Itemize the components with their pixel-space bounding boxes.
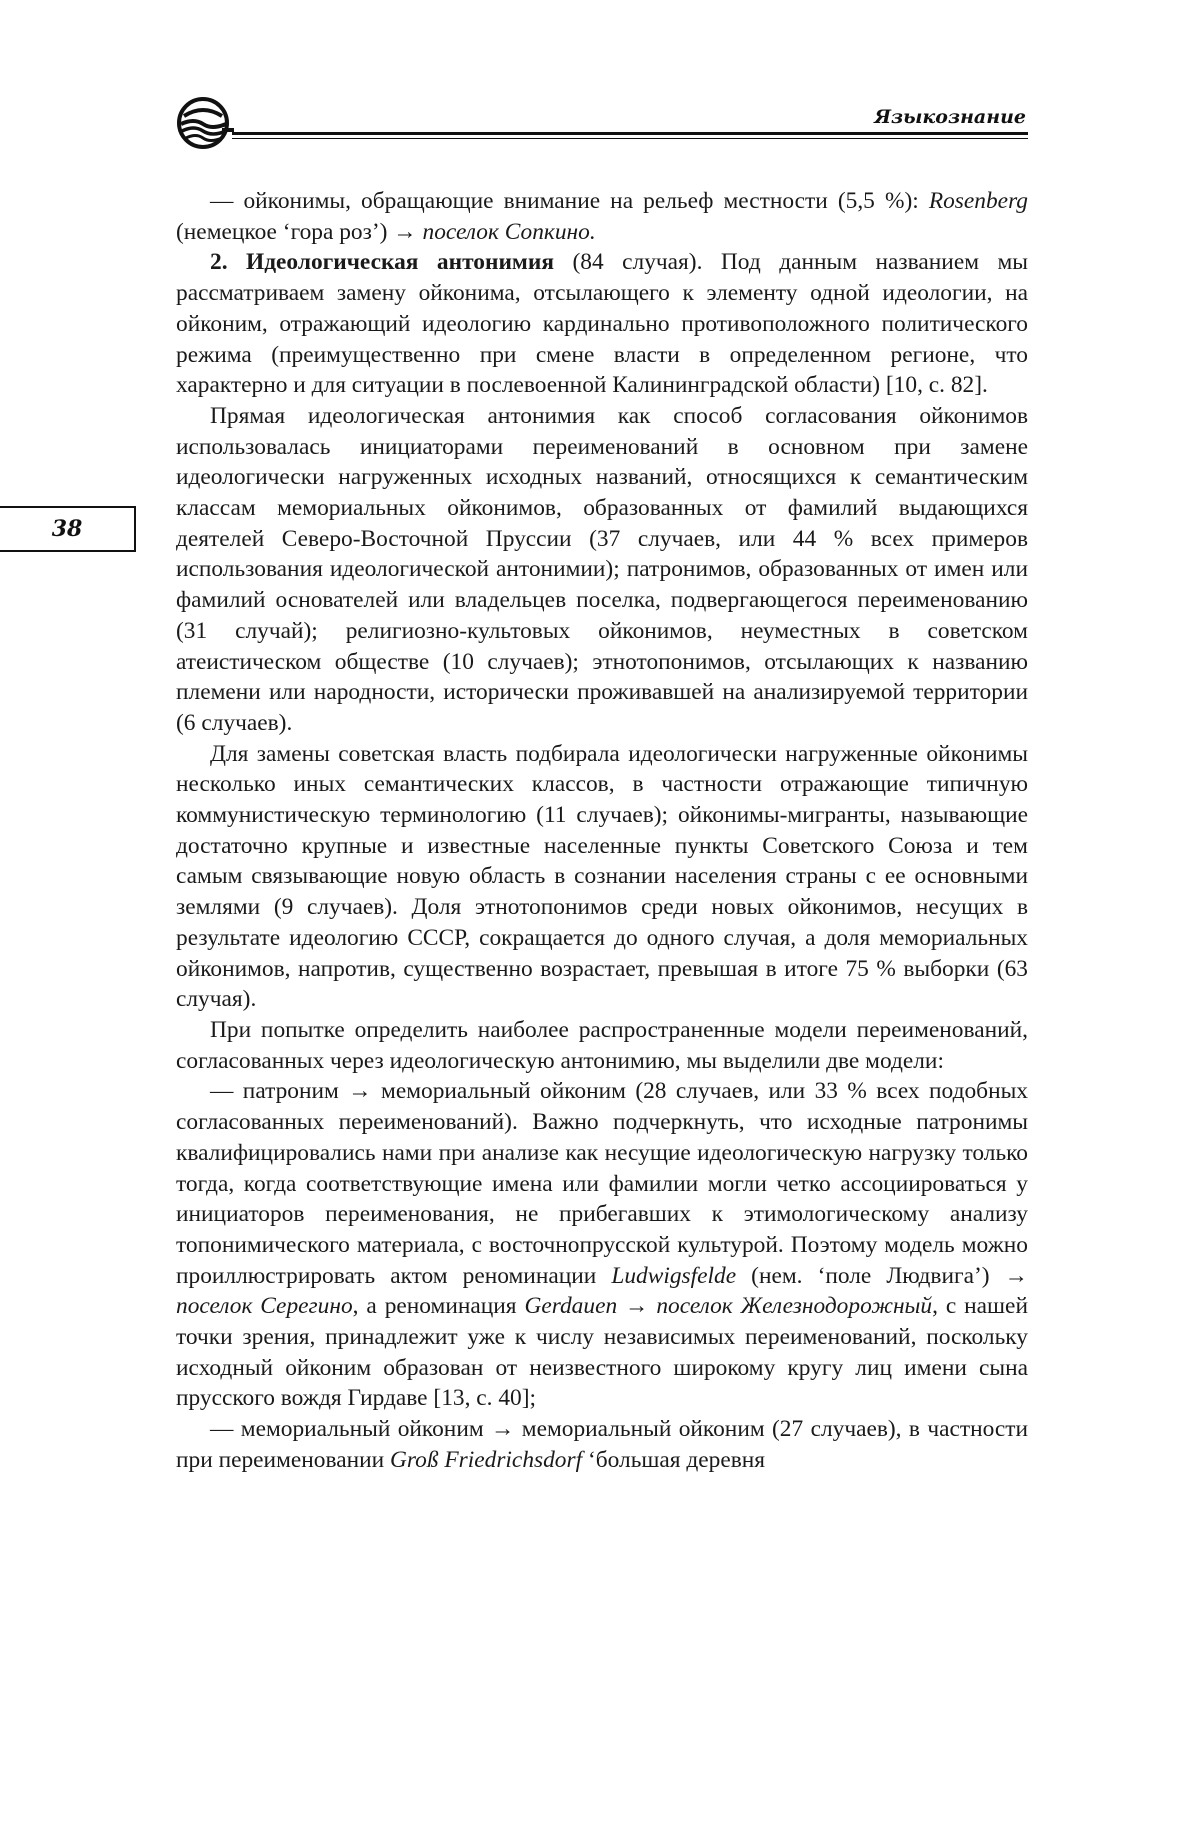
page-number-box: [0, 506, 136, 552]
page-header: [176, 96, 1028, 146]
text-run: При попытке определить наиболее распространенные модели переименований, согласованных через идеологическую антонимию, мы выделили две модели:: [176, 1016, 1028, 1074]
paragraph: [176, 401, 1028, 739]
paragraph: [176, 1414, 1028, 1475]
paragraph: [176, 739, 1028, 1015]
text-run: , а реноминация: [352, 1293, 525, 1320]
text-run: Прямая идеологическая антонимия как способ согласования ойконимов использовалась инициаторами переименований в основном при замене идеологически нагруженных исходных названий, относящихся к семантическим классам мемориальных ойконимов, образованных от фамилий выдающихся деятелей Северо-Восточной Пруссии (37 случаев, или 44 % всех примеров использования идеологической антонимии); патронимов, образованных от имен или фамилий основателей или владельцев поселка, подвергающегося переименованию (31 случай); религиозно-культовых ойконимов, неуместных в советском атеистическом обществе (10 случаев); этнотопонимов, отсылающих к названию племени или народности, исторически проживавшей на анализируемой территории (6 случаев).: [176, 402, 1028, 736]
body-text: [176, 186, 1028, 1476]
italic-text-run: Ludwigsfelde: [611, 1262, 737, 1289]
paragraph: [176, 1015, 1028, 1076]
text-run: ‘большая деревня: [582, 1446, 766, 1473]
italic-text-run: поселок Железнодорожный: [656, 1293, 933, 1320]
text-run: , с нашей точки зрения, принадлежит уже к числу независимых переименований, поскольку исходный ойконим образован от неизвестного широкому кругу лиц имени сына прусского вождя Гирдаве [13, с. 40];: [176, 1293, 1028, 1412]
text-run: — ойконимы, обращающие внимание на рельеф местности (5,5 %):: [210, 188, 929, 214]
italic-text-run: поселок Сопкино.: [422, 218, 596, 245]
italic-text-run: Groß Friedrichsdorf: [390, 1446, 583, 1473]
section-label: Языкознание: [874, 106, 1026, 128]
italic-text-run: Gerdauen: [524, 1293, 618, 1320]
paragraph: [176, 186, 1028, 247]
paragraph: [176, 247, 1028, 401]
text-run: (84 случая). Под данным названием мы рассматриваем замену ойконима, отсылающего к элементу одной идеологии, на ойконим, отражающий идеологию кардинально противоположного политического режима (преимущественно при смене власти в определенном регионе, что характерно и для ситуации в послевоенной Калининградской области) [10, с. 82].: [176, 249, 1028, 399]
text-run: (немецкое ‘гора роз’) →: [176, 218, 423, 245]
header-rule-thin: [232, 138, 1028, 139]
journal-logo-icon: [176, 96, 234, 150]
header-rule-thick: [232, 132, 1028, 135]
bold-text-run: 2. Идеологическая антонимия: [210, 249, 554, 276]
text-run: (нем. ‘поле Людвига’) →: [736, 1262, 1028, 1289]
text-run: →: [617, 1293, 657, 1320]
italic-text-run: поселок Серегино: [176, 1293, 353, 1320]
page-number: 38: [51, 516, 83, 542]
text-run: — мемориальный ойконим → мемориальный ойконим (27 случаев), в частности при переименовании: [176, 1416, 1028, 1473]
text-run: Для замены советская власть подбирала идеологически нагруженные ойконимы несколько иных семантических классов, в частности отражающие типичную коммунистическую терминологию (11 случаев); ойконимы-мигранты, называющие достаточно крупные и известные населенные пункты Советского Союза и тем самым связывающие новую область в сознании населения страны с ее основными землями (9 случаев). Доля этнотопонимов среди новых ойконимов, несущих в результате идеологию СССР, сокращается до одного случая, а доля мемориальных ойконимов, напротив, существенно возрастает, превышая в итоге 75 % выборки (63 случая).: [176, 740, 1028, 1013]
text-run: — патроним → мемориальный ойконим (28 случаев, или 33 % всех подобных согласованных переименований). Важно подчеркнуть, что исходные патронимы квалифицировались нами при анализе как несущие идеологическую нагрузку только тогда, когда соответствующие имена или фамилии могли четко ассоциироваться у инициаторов переименования, не прибегавших к этимологическому анализу топонимического материала, с восточнопрусской культурой. Поэтому модель можно проиллюстрировать актом реноминации: [176, 1078, 1028, 1289]
paragraph: [176, 1076, 1028, 1414]
italic-text-run: Rosenberg: [928, 188, 1028, 214]
